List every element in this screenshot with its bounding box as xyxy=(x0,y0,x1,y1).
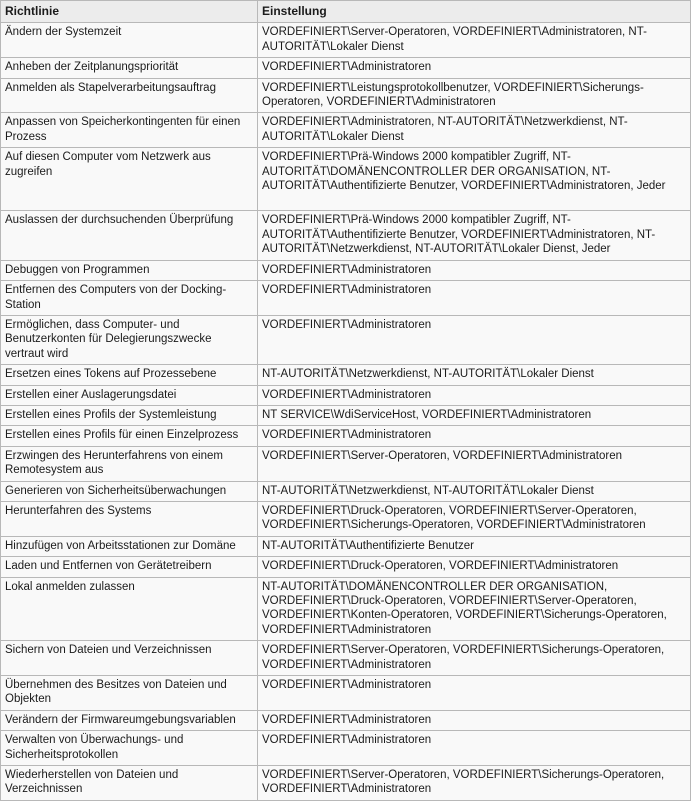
table-row xyxy=(1,315,691,364)
table-row xyxy=(1,536,691,556)
policy-name-cell: Laden und Entfernen von Gerätetreibern xyxy=(1,557,258,577)
table-row xyxy=(1,281,691,316)
policy-name-cell: Erstellen eines Profils für einen Einzelprozess xyxy=(1,426,258,446)
policy-name-cell: Entfernen des Computers von der Docking-Station xyxy=(1,281,258,316)
policy-setting-value: VORDEFINIERT\Druck-Operatoren, VORDEFINIERT\Administratoren xyxy=(262,560,619,573)
policy-setting-cell xyxy=(258,557,691,577)
table-header xyxy=(1,1,691,23)
column-header-setting: Einstellung xyxy=(258,1,691,23)
table-row xyxy=(1,577,691,641)
table-header-row xyxy=(1,1,691,23)
policy-name-cell: Verändern der Firmwareumgebungsvariablen xyxy=(1,710,258,730)
policy-setting-value: VORDEFINIERT\Server-Operatoren, VORDEFINIERT\Sicherungs-Operatoren, VORDEFINIERT\Administratoren xyxy=(262,644,665,671)
policy-setting-value: VORDEFINIERT\Druck-Operatoren, VORDEFINIERT\Server-Operatoren, VORDEFINIERT\Sicherungs-Operatoren, VORDEFINIERT\Administratoren xyxy=(262,504,646,532)
policy-setting-value: VORDEFINIERT\Administratoren xyxy=(262,318,432,331)
policy-name-cell: Erstellen einer Auslagerungsdatei xyxy=(1,385,258,405)
policy-name-cell: Herunterfahren des Systems xyxy=(1,501,258,536)
table-row xyxy=(1,385,691,405)
policy-name-cell: Erzwingen des Herunterfahrens von einem Remotesystem aus xyxy=(1,446,258,481)
policy-setting-value: VORDEFINIERT\Server-Operatoren, VORDEFINIERT\Administratoren, NT-AUTORITÄT\Lokaler Dienst xyxy=(262,26,647,53)
policy-setting-cell xyxy=(258,148,691,211)
policy-name-cell: Anheben der Zeitplanungspriorität xyxy=(1,58,258,78)
policy-name-cell: Anpassen von Speicherkontingenten für einen Prozess xyxy=(1,113,258,148)
policy-setting-cell xyxy=(258,641,691,676)
policy-setting-value: VORDEFINIERT\Server-Operatoren, VORDEFINIERT\Sicherungs-Operatoren, VORDEFINIERT\Administratoren xyxy=(262,769,665,796)
policy-setting-cell xyxy=(258,365,691,385)
table-row xyxy=(1,641,691,676)
policy-setting-value: NT-AUTORITÄT\Netzwerkdienst, NT-AUTORITÄT\Lokaler Dienst xyxy=(262,368,594,381)
policy-name-cell: Übernehmen des Besitzes von Dateien und Objekten xyxy=(1,676,258,711)
policy-setting-value: VORDEFINIERT\Server-Operatoren, VORDEFINIERT\Administratoren xyxy=(262,449,623,462)
policy-setting-cell xyxy=(258,78,691,113)
policy-name-cell: Sichern von Dateien und Verzeichnissen xyxy=(1,641,258,676)
policy-setting-value: VORDEFINIERT\Leistungsprotokollbenutzer, VORDEFINIERT\Sicherungs-Operatoren, VORDEFINIERT\Administratoren xyxy=(262,81,644,109)
table-row xyxy=(1,766,691,801)
policy-name-cell: Erstellen eines Profils der Systemleistung xyxy=(1,405,258,425)
policy-setting-value: VORDEFINIERT\Administratoren, NT-AUTORITÄT\Netzwerkdienst, NT-AUTORITÄT\Lokaler Dienst xyxy=(262,116,628,143)
policy-name-cell: Debuggen von Programmen xyxy=(1,260,258,280)
table-row xyxy=(1,113,691,148)
table-row xyxy=(1,58,691,78)
column-header-policy: Richtlinie xyxy=(1,1,258,23)
policy-setting-cell xyxy=(258,501,691,536)
policy-setting-value: NT-AUTORITÄT\Netzwerkdienst, NT-AUTORITÄT\Lokaler Dienst xyxy=(262,484,594,497)
policy-setting-cell xyxy=(258,113,691,148)
policy-name-cell: Lokal anmelden zulassen xyxy=(1,577,258,641)
policy-setting-cell xyxy=(258,481,691,501)
policy-setting-cell xyxy=(258,281,691,316)
policy-setting-value: VORDEFINIERT\Administratoren xyxy=(262,61,432,74)
policy-setting-value: NT-AUTORITÄT\DOMÄNENCONTROLLER DER ORGANISATION, VORDEFINIERT\Druck-Operatoren, VORDEFINIERT\Server-Operatoren, VORDEFINIERT\Konten-Operatoren, VORDEFINIERT\Sicherungs-Operatoren, VORDEFINIERT\Administratoren xyxy=(262,580,667,636)
table-row xyxy=(1,710,691,730)
table-row xyxy=(1,260,691,280)
policy-setting-value: VORDEFINIERT\Administratoren xyxy=(262,429,432,442)
table-row xyxy=(1,148,691,211)
policy-name-cell: Ermöglichen, dass Computer- und Benutzerkonten für Delegierungszwecke vertraut wird xyxy=(1,315,258,364)
policy-name-cell: Generieren von Sicherheitsüberwachungen xyxy=(1,481,258,501)
policy-setting-value: VORDEFINIERT\Administratoren xyxy=(262,263,432,276)
policy-name-cell: Wiederherstellen von Dateien und Verzeichnissen xyxy=(1,766,258,801)
policy-setting-value: NT-AUTORITÄT\Authentifizierte Benutzer xyxy=(262,539,474,552)
policy-setting-cell xyxy=(258,710,691,730)
table-row xyxy=(1,676,691,711)
policy-setting-cell xyxy=(258,58,691,78)
policy-name-cell: Hinzufügen von Arbeitsstationen zur Domäne xyxy=(1,536,258,556)
table-row xyxy=(1,501,691,536)
policy-setting-value: VORDEFINIERT\Administratoren xyxy=(262,734,432,747)
table-row xyxy=(1,23,691,58)
table-row xyxy=(1,446,691,481)
policy-setting-value: VORDEFINIERT\Prä-Windows 2000 kompatibler Zugriff, NT-AUTORITÄT\DOMÄNENCONTROLLER DER ORGANISATION, NT-AUTORITÄT\Authentifizierte Benutzer, VORDEFINIERT\Administratoren, Jeder xyxy=(262,151,666,193)
table-row xyxy=(1,731,691,766)
policy-name-cell: Auf diesen Computer vom Netzwerk aus zugreifen xyxy=(1,148,258,211)
policy-setting-value: VORDEFINIERT\Administratoren xyxy=(262,679,432,692)
policy-setting-cell xyxy=(258,766,691,801)
table-row xyxy=(1,557,691,577)
policy-setting-value: VORDEFINIERT\Administratoren xyxy=(262,388,432,401)
table-row xyxy=(1,365,691,385)
policy-setting-cell xyxy=(258,405,691,425)
policy-setting-cell xyxy=(258,211,691,260)
policy-setting-cell xyxy=(258,731,691,766)
policy-setting-value: NT SERVICE\WdiServiceHost, VORDEFINIERT\Administratoren xyxy=(262,408,592,421)
table-row xyxy=(1,405,691,425)
policy-setting-cell xyxy=(258,536,691,556)
policy-setting-cell xyxy=(258,676,691,711)
policy-setting-cell xyxy=(258,446,691,481)
policy-name-cell: Auslassen der durchsuchenden Überprüfung xyxy=(1,211,258,260)
table-body xyxy=(1,23,691,800)
table-row xyxy=(1,481,691,501)
table-row xyxy=(1,78,691,113)
policy-name-cell: Ersetzen eines Tokens auf Prozessebene xyxy=(1,365,258,385)
policy-setting-cell xyxy=(258,577,691,641)
policy-name-cell: Verwalten von Überwachungs- und Sicherheitsprotokollen xyxy=(1,731,258,766)
policy-name-cell: Anmelden als Stapelverarbeitungsauftrag xyxy=(1,78,258,113)
policy-setting-value: VORDEFINIERT\Prä-Windows 2000 kompatibler Zugriff, NT-AUTORITÄT\Authentifizierte Benutzer, VORDEFINIERT\Administratoren, NT-AUTORITÄT\Netzwerkdienst, NT-AUTORITÄT\Lokaler Dienst, Jeder xyxy=(262,214,656,256)
table-row xyxy=(1,211,691,260)
policy-setting-cell xyxy=(258,426,691,446)
policy-setting-cell xyxy=(258,385,691,405)
policy-setting-cell xyxy=(258,23,691,58)
policy-setting-cell xyxy=(258,260,691,280)
policy-setting-cell xyxy=(258,315,691,364)
cell-spacer xyxy=(262,193,686,207)
policy-name-cell: Ändern der Systemzeit xyxy=(1,23,258,58)
policy-setting-value: VORDEFINIERT\Administratoren xyxy=(262,284,432,297)
table-row xyxy=(1,426,691,446)
policy-setting-value: VORDEFINIERT\Administratoren xyxy=(262,713,432,726)
